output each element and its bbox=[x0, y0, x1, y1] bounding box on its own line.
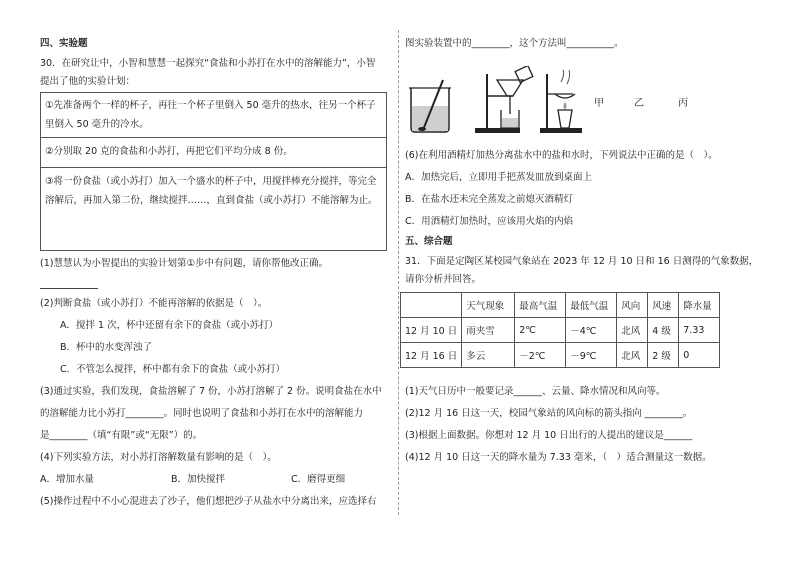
q30-5: (5)操作过程中不小心混进去了沙子，他们想把沙子从盐水中分离出来，应选择右 bbox=[40, 496, 377, 507]
table-cell: 12 月 10 日 bbox=[401, 318, 462, 343]
table-cell: 7.33 bbox=[679, 318, 720, 343]
q31-2: (2)12 月 16 日这一天，校园气象站的风向标的箭头指向 ________。 bbox=[405, 408, 693, 419]
q30-2-option-a[interactable]: A．搅拌 1 次，杯中还留有余下的食盐（或小苏打） bbox=[60, 320, 279, 331]
table-cell: 4 级 bbox=[648, 318, 679, 343]
table-header-cell: 风向 bbox=[617, 293, 648, 318]
q30-5-continued: 图实验装置中的________，这个方法叫__________。 bbox=[405, 38, 624, 49]
q30-4-option-a[interactable]: A．增加水量 bbox=[40, 474, 94, 485]
q31-stem-line2: 请你分析并回答。 bbox=[405, 274, 482, 285]
q30-3-line3: 是________（填“有限”或“无限”）的。 bbox=[40, 430, 203, 441]
table-header-cell: 风速 bbox=[648, 293, 679, 318]
table-cell: －4℃ bbox=[566, 318, 617, 343]
q30-2-option-c[interactable]: C．不管怎么搅拌，杯中都有余下的食盐（或小苏打） bbox=[60, 364, 286, 375]
plan-step-1: ①先准备两个一样的杯子，再往一个杯子里倒入 50 毫升的热水，往另一个杯子里倒入 50 毫升的冷水。 bbox=[45, 100, 376, 130]
column-divider bbox=[398, 30, 399, 515]
table-row bbox=[401, 343, 720, 368]
table-cell: 2 级 bbox=[648, 343, 679, 368]
lab-apparatus-figure bbox=[405, 66, 585, 136]
q30-3-line2: 的溶解能力比小苏打________。同时也说明了食盐和小苏打在水中的溶解能力 bbox=[40, 408, 364, 419]
table-cell: 多云 bbox=[462, 343, 515, 368]
beaker-stirring-icon bbox=[409, 80, 451, 132]
q30-stem-line2: 提出了他的实验计划： bbox=[40, 76, 136, 87]
plan-step-2: ②分别取 20 克的食盐和小苏打，再把它们平均分成 8 份。 bbox=[45, 146, 293, 157]
q31-3: (3)根据上面数据。你想对 12 月 10 日出行的人提出的建议是______ bbox=[405, 430, 693, 441]
table-cell: 0 bbox=[679, 343, 720, 368]
section4-title: 四、实验题 bbox=[40, 38, 88, 49]
q30-6: (6)在利用酒精灯加热分离盐水中的盐和水时，下列说法中正确的是（ ）。 bbox=[405, 150, 718, 161]
apparatus-label-jia: 甲 bbox=[594, 98, 604, 109]
table-header-cell: 最低气温 bbox=[566, 293, 617, 318]
q30-4-option-c[interactable]: C．磨得更细 bbox=[291, 474, 346, 485]
q30-6-option-c[interactable]: C．用酒精灯加热时，应该用火焰的内焰 bbox=[405, 216, 574, 227]
table-header-cell: 天气现象 bbox=[462, 293, 515, 318]
table-cell: －2℃ bbox=[515, 343, 566, 368]
table-header-cell bbox=[401, 293, 462, 318]
q30-stem-line1: 30．在研究让中，小智和慧慧一起探究“食盐和小苏打在水中的溶解能力”，小智 bbox=[40, 58, 376, 69]
apparatus-label-yi: 乙 bbox=[634, 98, 644, 109]
plan-step-3: ③将一份食盐（或小苏打）加入一个盛水的杯子中，用搅拌棒充分搅拌，等完全溶解后，再加入第二份，继续搅拌……，直到食盐（或小苏打）不能溶解为止。 bbox=[45, 176, 378, 206]
evaporation-apparatus-icon bbox=[540, 70, 582, 133]
q30-2: (2)判断食盐（或小苏打）不能再溶解的依据是（ ）。 bbox=[40, 298, 268, 309]
filtration-apparatus-icon bbox=[475, 66, 533, 133]
table-cell: 北风 bbox=[617, 343, 648, 368]
table-cell: －9℃ bbox=[566, 343, 617, 368]
q30-4-option-b[interactable]: B．加快搅拌 bbox=[171, 474, 226, 485]
weather-data-table bbox=[400, 292, 720, 368]
table-row bbox=[401, 318, 720, 343]
table-cell: 雨夹雪 bbox=[462, 318, 515, 343]
table-cell: 12 月 16 日 bbox=[401, 343, 462, 368]
q31-1: (1)天气日历中一般要记录______、云量、降水情况和风向等。 bbox=[405, 386, 666, 397]
section5-title: 五、综合题 bbox=[405, 236, 453, 247]
table-header-cell: 降水量 bbox=[679, 293, 720, 318]
q31-stem-line1: 31．下面是定陶区某校园气象站在 2023 年 12 月 10 日和 16 日测得的气象数据， bbox=[405, 256, 759, 267]
q31-4: (4)12 月 10 日这一天的降水量为 7.33 毫米，（ ）适合测量这一数据。 bbox=[405, 452, 712, 463]
q30-6-option-a[interactable]: A．加热完后，立即用手把蒸发皿放到桌面上 bbox=[405, 172, 592, 183]
plan-divider bbox=[41, 137, 386, 138]
q30-2-option-b[interactable]: B．杯中的水变浑浊了 bbox=[60, 342, 153, 353]
table-cell: 2℃ bbox=[515, 318, 566, 343]
q30-1: (1)慧慧认为小智提出的实验计划第①步中有问题，请你帮他改正确。 bbox=[40, 258, 328, 269]
experiment-plan-box bbox=[40, 92, 387, 251]
apparatus-label-bing: 丙 bbox=[678, 98, 688, 109]
table-header-row bbox=[401, 293, 720, 318]
q30-6-option-b[interactable]: B．在盐水还未完全蒸发之前熄灭酒精灯 bbox=[405, 194, 574, 205]
answer-blank[interactable] bbox=[40, 288, 98, 289]
q30-4: (4)下列实验方法，对小苏打溶解数量有影响的是（ ）。 bbox=[40, 452, 277, 463]
q30-3-line1: (3)通过实验，我们发现，食盐溶解了 7 份，小苏打溶解了 2 份。说明食盐在水中 bbox=[40, 386, 382, 397]
plan-divider bbox=[41, 167, 386, 168]
table-cell: 北风 bbox=[617, 318, 648, 343]
table-header-cell: 最高气温 bbox=[515, 293, 566, 318]
